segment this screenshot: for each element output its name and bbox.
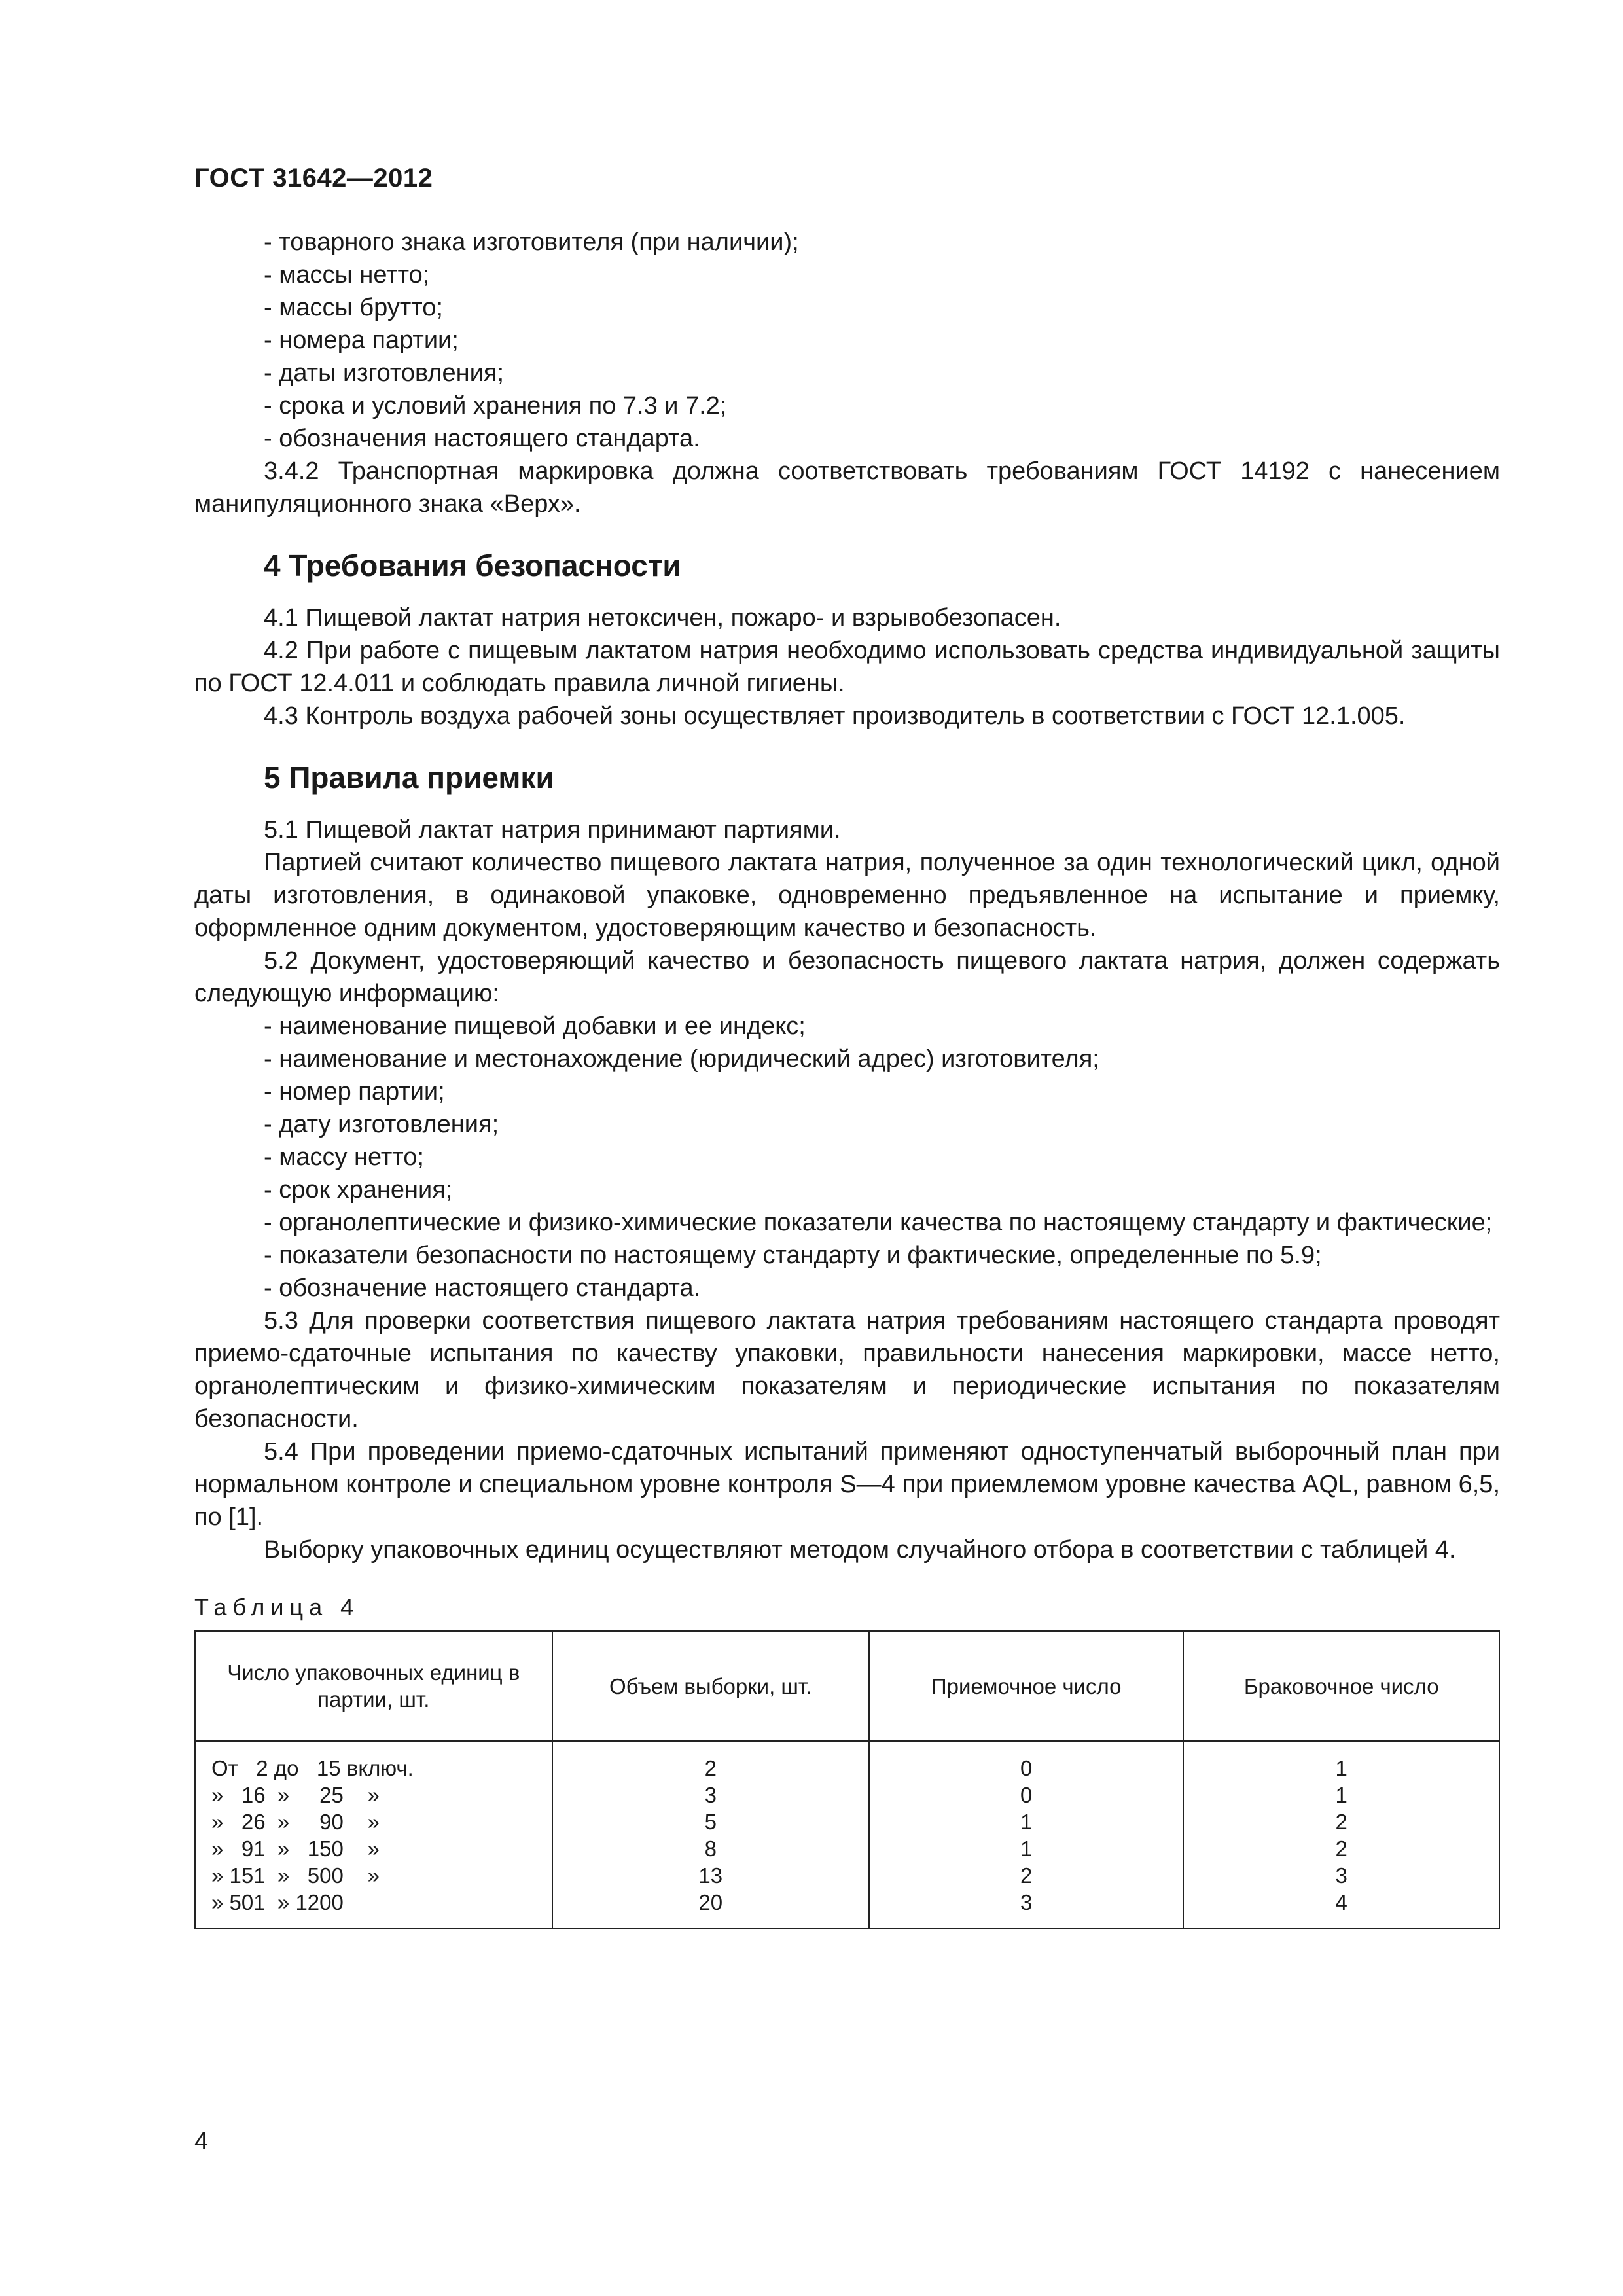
- table-cell: 20: [698, 1890, 723, 1914]
- table-cell: 5: [704, 1810, 717, 1834]
- table-cell: 1: [1020, 1810, 1033, 1834]
- list-item: - дату изготовления;: [264, 1111, 499, 1138]
- lot-size-column: [195, 1741, 552, 1928]
- list-item: - массу нетто;: [264, 1143, 424, 1171]
- column-header-sample-size: Объем выборки, шт.: [552, 1631, 869, 1741]
- list-item: - номера партии;: [264, 327, 459, 354]
- list-item: - обозначения настоящего стандарта.: [264, 425, 700, 452]
- sampling-table: [194, 1630, 1500, 1929]
- paragraph-4-3: 4.3 Контроль воздуха рабочей зоны осуществляет производитель в соответствии с ГОСТ 12.1.005.: [264, 702, 1406, 730]
- table-cell: 1: [1335, 1783, 1347, 1807]
- paragraph-4-1: 4.1 Пищевой лактат натрия нетоксичен, пожаро- и взрывобезопасен.: [264, 604, 1061, 632]
- list-item: - даты изготовления;: [264, 359, 505, 387]
- table-cell: 3: [704, 1783, 717, 1807]
- paragraph-5-4: 5.4 При проведении приемо-сдаточных испытаний применяют одноступенчатый выборочный план при нормальном контроле и специальном уровне контроля S—4 при приемлемом уровне качества AQL, равном 6,5, по [1].: [194, 1438, 1500, 1531]
- acceptance-number-column: [869, 1741, 1183, 1928]
- paragraph-4-2: 4.2 При работе с пищевым лактатом натрия необходимо использовать средства индивидуальной защиты по ГОСТ 12.4.011 и соблюдать правила личной гигиены.: [194, 637, 1500, 697]
- table-cell: 1: [1335, 1756, 1347, 1780]
- page-number: 4: [194, 2128, 209, 2155]
- marking-list: [194, 226, 1500, 455]
- column-header-acceptance-number: Приемочное число: [869, 1631, 1183, 1741]
- table-cell: » 501 » 1200: [211, 1890, 344, 1914]
- table-cell: » 26 » 90 »: [211, 1810, 380, 1834]
- table-cell: 2: [704, 1756, 717, 1780]
- table-cell: 0: [1020, 1756, 1033, 1780]
- section-4-heading: 4 Требования безопасности: [264, 548, 681, 583]
- document-info-list: [194, 1010, 1500, 1304]
- table-cell: От 2 до 15 включ.: [211, 1756, 414, 1780]
- list-item: - показатели безопасности по настоящему стандарту и фактические, определенные по 5.9;: [264, 1242, 1322, 1269]
- paragraph-sampling: Выборку упаковочных единиц осуществляют методом случайного отбора в соответствии с таблицей 4.: [264, 1536, 1456, 1564]
- table-cell: 3: [1020, 1890, 1033, 1914]
- list-item: - наименование и местонахождение (юридический адрес) изготовителя;: [264, 1045, 1099, 1073]
- list-item: - товарного знака изготовителя (при наличии);: [264, 228, 799, 256]
- table-caption: Таблица 4: [194, 1594, 360, 1621]
- table-cell: 8: [704, 1837, 717, 1861]
- table-cell: 13: [698, 1863, 723, 1888]
- column-header-rejection-number: Браковочное число: [1183, 1631, 1499, 1741]
- table-cell: 0: [1020, 1783, 1033, 1807]
- paragraph-5-2: 5.2 Документ, удостоверяющий качество и безопасность пищевого лактата натрия, должен содержать следующую информацию:: [194, 947, 1500, 1007]
- table-cell: 3: [1335, 1863, 1347, 1888]
- table-cell: » 151 » 500 »: [211, 1863, 380, 1888]
- list-item: - срок хранения;: [264, 1176, 453, 1204]
- table-cell: 2: [1020, 1863, 1033, 1888]
- document-header: ГОСТ 31642—2012: [194, 164, 433, 192]
- sample-size-column: [552, 1741, 869, 1928]
- paragraph-5-3: 5.3 Для проверки соответствия пищевого лактата натрия требованиям настоящего стандарта проводят приемо-сдаточные испытания по качеству упаковки, правильности нанесения маркировки, массе нетто, органолептическим и физико-химическим показателям и периодические испытания по показателям безопасности.: [194, 1307, 1500, 1433]
- list-item: - массы брутто;: [264, 294, 443, 321]
- table-header-row: [195, 1631, 1499, 1741]
- list-item: - массы нетто;: [264, 261, 430, 289]
- document-body: [194, 226, 1500, 1929]
- table-cell: » 91 » 150 »: [211, 1837, 380, 1861]
- table-body-row: [195, 1741, 1499, 1928]
- table-cell: 2: [1335, 1810, 1347, 1834]
- table-cell: 2: [1335, 1837, 1347, 1861]
- paragraph-5-1: 5.1 Пищевой лактат натрия принимают партиями.: [264, 816, 841, 844]
- section-5-heading: 5 Правила приемки: [264, 761, 554, 795]
- paragraph-batch-definition: Партией считают количество пищевого лактата натрия, полученное за один технологический цикл, одной даты изготовления, в одинаковой упаковке, одновременно предъявленное на испытание и приемку, оформленное одним документом, удостоверяющим качество и безопасность.: [194, 849, 1500, 942]
- table-cell: 4: [1335, 1890, 1347, 1914]
- list-item: - наименование пищевой добавки и ее индекс;: [264, 1013, 806, 1040]
- list-item: - обозначение настоящего стандарта.: [264, 1274, 701, 1302]
- table-cell: 1: [1020, 1837, 1033, 1861]
- column-header-lot-size: Число упаковочных единиц в партии, шт.: [195, 1631, 552, 1741]
- rejection-number-column: [1183, 1741, 1499, 1928]
- list-item: - номер партии;: [264, 1078, 445, 1105]
- paragraph-3-4-2: 3.4.2 Транспортная маркировка должна соответствовать требованиям ГОСТ 14192 с нанесением манипуляционного знака «Верх».: [194, 457, 1500, 518]
- table-cell: » 16 » 25 »: [211, 1783, 380, 1807]
- list-item: - срока и условий хранения по 7.3 и 7.2;: [264, 392, 727, 420]
- list-item: - органолептические и физико-химические показатели качества по настоящему стандарту и фактические;: [264, 1209, 1493, 1236]
